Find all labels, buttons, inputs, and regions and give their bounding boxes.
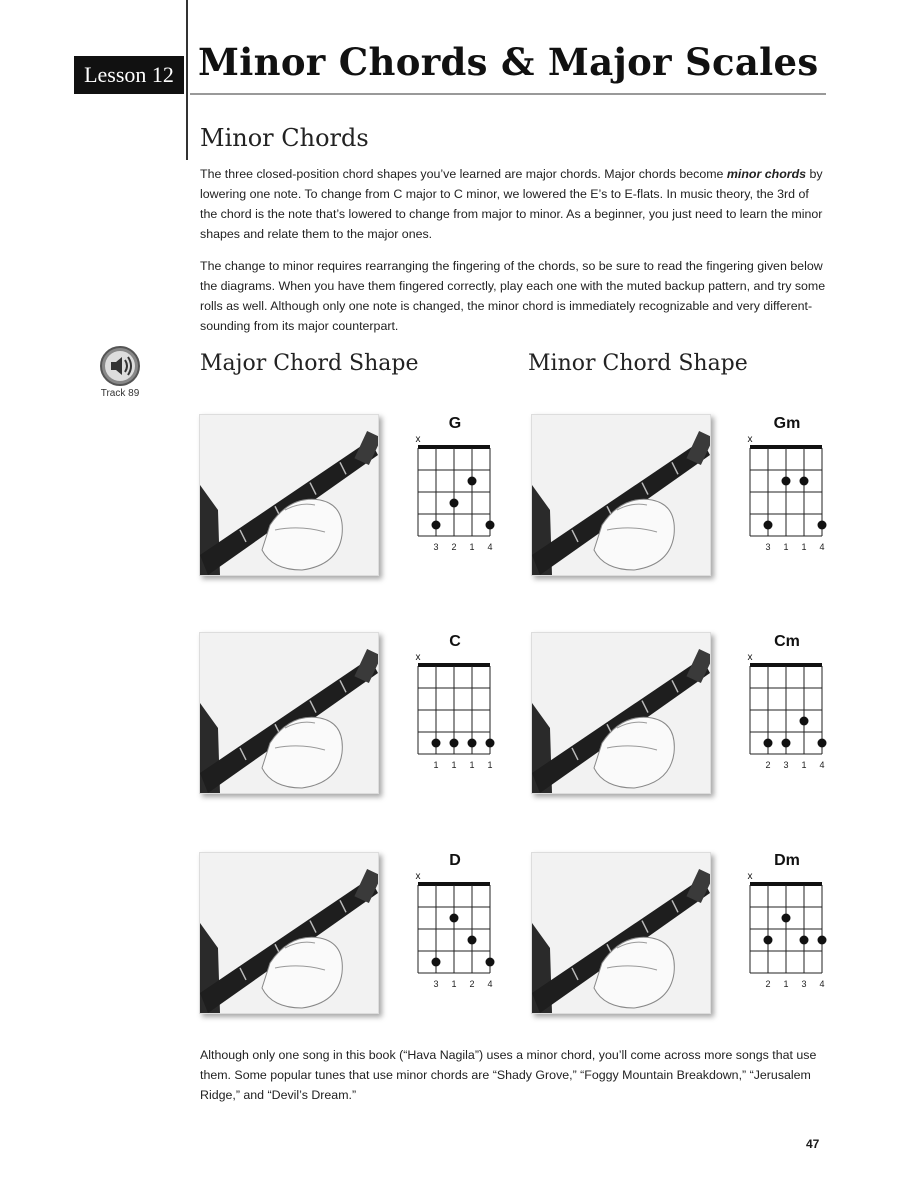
mute-marker: x bbox=[747, 652, 753, 663]
finger-number: 4 bbox=[819, 760, 825, 770]
intro-text-a: The three closed-position chord shapes you’ve learned are major chords. Major chords become bbox=[200, 167, 727, 181]
finger-dot bbox=[486, 739, 495, 748]
lesson-tag: Lesson 12 bbox=[74, 56, 184, 94]
finger-dot bbox=[818, 739, 827, 748]
chord-name: Cm bbox=[774, 633, 800, 650]
intro-paragraph bbox=[200, 164, 828, 244]
mute-marker: x bbox=[415, 871, 421, 882]
finger-dot bbox=[782, 477, 791, 486]
photo-c-major bbox=[199, 632, 379, 794]
finger-number: 3 bbox=[783, 760, 789, 770]
closing-paragraph: Although only one song in this book (“Hava Nagila”) uses a minor chord, you’ll come across more songs that use them. Some popular tunes that use minor chords are “Shady Grove,” “Foggy Mountain Breakdown,” “Jerusalem Ridge,” and “Devil’s Dream.” bbox=[200, 1048, 817, 1102]
finger-dot bbox=[486, 521, 495, 530]
chord-name: G bbox=[448, 415, 462, 432]
finger-number: 1 bbox=[783, 979, 789, 989]
finger-dot bbox=[764, 521, 773, 530]
title-divider bbox=[190, 93, 826, 95]
finger-number: 2 bbox=[765, 760, 771, 770]
page-title: Minor Chords & Major Scales bbox=[198, 40, 819, 84]
finger-dot bbox=[800, 936, 809, 945]
finger-dot bbox=[486, 958, 495, 967]
photo-d-major bbox=[199, 852, 379, 1014]
photo-illustration bbox=[532, 633, 710, 793]
finger-number: 2 bbox=[469, 979, 475, 989]
finger-number: 1 bbox=[451, 760, 457, 770]
photo-illustration bbox=[200, 415, 378, 575]
margin-rule bbox=[186, 0, 188, 160]
finger-number: 1 bbox=[487, 760, 493, 770]
mute-marker: x bbox=[415, 652, 421, 663]
chord-diagram-c bbox=[410, 626, 500, 786]
finger-number: 3 bbox=[433, 542, 439, 552]
finger-dot bbox=[468, 936, 477, 945]
finger-number: 1 bbox=[451, 979, 457, 989]
finger-dot bbox=[782, 739, 791, 748]
finger-number: 2 bbox=[765, 979, 771, 989]
finger-dot bbox=[450, 914, 459, 923]
finger-number: 3 bbox=[801, 979, 807, 989]
mute-marker: x bbox=[415, 434, 421, 445]
finger-dot bbox=[800, 477, 809, 486]
chord-name: C bbox=[449, 633, 461, 650]
speaker-icon[interactable] bbox=[99, 345, 141, 387]
chord-name: Gm bbox=[773, 415, 801, 432]
finger-dot bbox=[468, 739, 477, 748]
chord-diagram-dm bbox=[742, 845, 832, 1005]
finger-dot bbox=[800, 717, 809, 726]
major-column-heading: Major Chord Shape bbox=[200, 351, 419, 376]
finger-dot bbox=[468, 477, 477, 486]
mute-marker: x bbox=[747, 871, 753, 882]
photo-illustration bbox=[200, 633, 378, 793]
finger-number: 4 bbox=[487, 979, 493, 989]
finger-number: 1 bbox=[801, 542, 807, 552]
chord-diagram-g bbox=[410, 408, 500, 568]
photo-illustration bbox=[532, 415, 710, 575]
chord-name: Dm bbox=[774, 852, 800, 869]
intro-term: minor chords bbox=[726, 167, 807, 181]
chord-name: D bbox=[449, 852, 461, 869]
finger-dot bbox=[818, 936, 827, 945]
finger-dot bbox=[764, 739, 773, 748]
chord-diagram-gm bbox=[742, 408, 832, 568]
finger-dot bbox=[764, 936, 773, 945]
fingering-paragraph: The change to minor requires rearranging the fingering of the chords, so be sure to read the fingering given below the diagrams. When you have them fingered correctly, play each one with the muted backup pattern, and try some rolls as well. Although only one note is changed, the minor chord is immediately recognizable and very different-sounding from its major counterpart. bbox=[200, 259, 826, 333]
finger-number: 2 bbox=[451, 542, 457, 552]
finger-number: 3 bbox=[433, 979, 439, 989]
photo-illustration bbox=[200, 853, 378, 1013]
photo-c-minor bbox=[531, 632, 711, 794]
finger-dot bbox=[432, 958, 441, 967]
finger-dot bbox=[818, 521, 827, 530]
photo-g-major bbox=[199, 414, 379, 576]
photo-illustration bbox=[532, 853, 710, 1013]
photo-g-minor bbox=[531, 414, 711, 576]
minor-column-heading: Minor Chord Shape bbox=[528, 351, 748, 376]
finger-dot bbox=[432, 521, 441, 530]
finger-number: 4 bbox=[819, 979, 825, 989]
photo-d-minor bbox=[531, 852, 711, 1014]
page-number: 47 bbox=[806, 1137, 820, 1151]
chord-diagram-cm bbox=[742, 626, 832, 786]
chord-diagram-d bbox=[410, 845, 500, 1005]
finger-number: 1 bbox=[433, 760, 439, 770]
intro-text-b: by lowering one note. To change from C major to C minor, we lowered the E’s to E-flats. In music theory, the 3rd of the chord is the note that’s lowered to change from major to minor. As a beginner, you just need to learn the minor shapes and relate them to the major ones. bbox=[200, 167, 823, 241]
finger-dot bbox=[432, 739, 441, 748]
finger-number: 4 bbox=[487, 542, 493, 552]
finger-dot bbox=[450, 499, 459, 508]
finger-number: 1 bbox=[469, 542, 475, 552]
finger-number: 1 bbox=[783, 542, 789, 552]
track-label: Track 89 bbox=[100, 388, 140, 399]
section-heading: Minor Chords bbox=[200, 124, 369, 152]
finger-number: 4 bbox=[819, 542, 825, 552]
finger-dot bbox=[450, 739, 459, 748]
finger-number: 1 bbox=[469, 760, 475, 770]
finger-number: 3 bbox=[765, 542, 771, 552]
finger-number: 1 bbox=[801, 760, 807, 770]
finger-dot bbox=[782, 914, 791, 923]
mute-marker: x bbox=[747, 434, 753, 445]
